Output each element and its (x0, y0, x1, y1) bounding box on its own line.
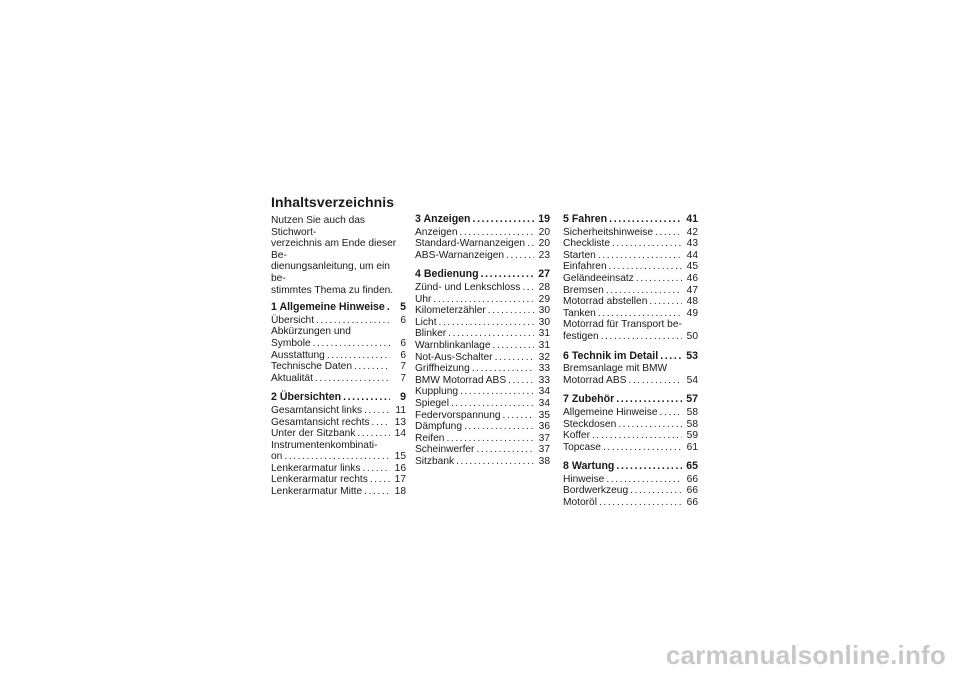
toc-entry-label: Einfahren (563, 261, 607, 273)
toc-entry[interactable] (271, 315, 406, 327)
leader-dots (522, 282, 534, 294)
toc-entry[interactable] (415, 328, 550, 340)
toc-chapter-page: 65 (686, 460, 698, 473)
toc-entry-label: Motorrad ABS (563, 374, 627, 386)
toc-chapter[interactable] (563, 394, 698, 406)
toc-entry[interactable] (271, 474, 406, 486)
leader-dots (370, 474, 390, 486)
toc-entry-page: 7 (400, 372, 406, 384)
toc-column-1 (271, 215, 406, 506)
toc-entry-page: 31 (538, 339, 550, 351)
toc-entry-page: 58 (686, 418, 698, 430)
toc-chapter-page: 53 (686, 349, 698, 362)
toc-entry-page: 11 (395, 404, 406, 416)
intro-text: Nutzen Sie auch das Stichwort- verzeichnis am Ende dieser Be- dienungsanleitung, um ein be- stimmtes Thema zu finden. (271, 215, 397, 296)
toc-entry[interactable] (271, 451, 406, 463)
leader-dots (660, 351, 682, 363)
toc-entry-label: Motoröl (563, 497, 597, 509)
toc-entry-label: Sitzbank (415, 455, 455, 467)
leader-dots (464, 421, 534, 433)
toc-entry[interactable] (415, 227, 550, 239)
toc-chapter[interactable] (271, 302, 406, 314)
toc-entry-page: 50 (686, 330, 698, 342)
toc-entry[interactable] (415, 456, 550, 468)
toc-entry-page: 30 (538, 305, 550, 317)
toc-entry[interactable] (563, 474, 698, 486)
leader-dots (655, 227, 682, 239)
toc-entry-label: Anzeigen (415, 226, 458, 238)
toc-chapter[interactable] (271, 392, 406, 404)
toc-entry-page: 18 (394, 486, 406, 498)
leader-dots (476, 444, 534, 456)
leader-dots (506, 250, 534, 262)
toc-entry[interactable] (415, 340, 550, 352)
leader-dots (315, 373, 390, 385)
toc-entry[interactable] (271, 428, 406, 440)
toc-entry[interactable] (415, 386, 550, 398)
toc-entry[interactable] (563, 407, 698, 419)
leader-dots (598, 308, 682, 320)
leader-dots (473, 214, 534, 226)
toc-chapter-label: 4 Bedienung (415, 268, 479, 281)
toc-entry-page: 15 (394, 451, 406, 463)
toc-entry-page: 42 (686, 226, 698, 238)
toc-section (271, 302, 406, 384)
toc-entry-label: Topcase (563, 441, 601, 453)
leader-dots (606, 474, 682, 486)
toc-column-2 (415, 214, 550, 475)
toc-entry[interactable] (271, 350, 406, 362)
toc-chapter[interactable] (415, 214, 550, 226)
toc-entry-label: Geländeeinsatz (563, 272, 634, 284)
toc-entry[interactable] (563, 497, 698, 509)
toc-entry[interactable] (415, 410, 550, 422)
toc-entry-label: Reifen (415, 432, 445, 444)
toc-entry-page: 29 (538, 293, 550, 305)
leader-dots (343, 392, 390, 404)
toc-section (563, 394, 698, 453)
leader-dots (495, 352, 534, 364)
toc-entry-label: Blinker (415, 328, 447, 340)
toc-entry[interactable] (271, 338, 406, 350)
leader-dots (598, 250, 682, 262)
leader-dots (316, 315, 390, 327)
toc-entry-label: on (271, 451, 283, 463)
toc-entry-page: 7 (400, 361, 406, 373)
leader-dots (354, 361, 390, 373)
toc-entry-label: Übersicht (271, 314, 315, 326)
leader-dots (628, 375, 682, 387)
leader-dots (630, 485, 682, 497)
leader-dots (601, 331, 682, 343)
toc-entry-page: 30 (538, 316, 550, 328)
leader-dots (439, 317, 534, 329)
toc-entry-label: Aktualität (271, 372, 313, 384)
toc-entry-label: Kupplung (415, 386, 459, 398)
toc-entry-page: 58 (686, 406, 698, 418)
toc-entry[interactable] (415, 398, 550, 410)
toc-entry-label: Unter der Sitzbank (271, 428, 356, 440)
toc-entry[interactable] (415, 421, 550, 433)
toc-entry-page: 32 (538, 351, 550, 363)
toc-entry[interactable] (563, 296, 698, 308)
leader-dots (609, 214, 682, 226)
toc-entry-label: Kilometerzähler (415, 305, 486, 317)
leader-dots (493, 340, 534, 352)
toc-entry-label: Scheinwerfer (415, 444, 475, 456)
toc-entry-label: Spiegel (415, 397, 449, 409)
toc-chapter-label: 7 Zubehör (563, 393, 615, 406)
toc-entry[interactable] (415, 294, 550, 306)
toc-entry[interactable] (415, 305, 550, 317)
toc-section (563, 461, 698, 508)
toc-entry-label-line: Abkürzungen und (271, 326, 351, 338)
toc-chapter-label: 3 Anzeigen (415, 213, 471, 225)
toc-entry-page: 49 (686, 307, 698, 319)
toc-entry-label: Zünd- und Lenkschloss (415, 281, 521, 293)
toc-entry[interactable] (415, 317, 550, 329)
toc-entry-label: Gesamtansicht links (271, 404, 363, 416)
toc-entry[interactable] (563, 442, 698, 454)
toc-entry-label: Steckdosen (563, 418, 617, 430)
toc-entry-page: 66 (686, 473, 698, 485)
leader-dots (527, 238, 534, 250)
toc-entry-label-line: Motorrad für Transport be- (563, 319, 682, 331)
toc-chapter-page: 9 (400, 391, 406, 404)
toc-chapter[interactable] (563, 214, 698, 226)
toc-entry[interactable] (415, 433, 550, 445)
leader-dots (606, 285, 682, 297)
toc-entry[interactable] (415, 444, 550, 456)
toc-chapter-page: 5 (400, 301, 406, 314)
toc-entry-page: 37 (538, 444, 550, 456)
leader-dots (503, 410, 534, 422)
toc-entry-label: Koffer (563, 430, 590, 442)
toc-section (563, 214, 698, 343)
toc-entry-label: Lenkerarmatur Mitte (271, 486, 363, 498)
leader-dots (446, 433, 534, 445)
leader-dots (451, 398, 534, 410)
toc-entry[interactable] (415, 238, 550, 250)
toc-chapter[interactable] (415, 269, 550, 281)
toc-section (271, 392, 406, 497)
toc-entry-page: 66 (686, 485, 698, 497)
leader-dots (612, 238, 682, 250)
toc-entry-page: 6 (400, 337, 406, 349)
toc-entry-label: Bremsen (563, 284, 604, 296)
leader-dots (481, 269, 534, 281)
toc-entry[interactable] (563, 250, 698, 262)
toc-entry-page: 20 (538, 238, 550, 250)
toc-entry-label: Starten (563, 249, 596, 261)
leader-dots (433, 294, 534, 306)
toc-entry[interactable] (563, 308, 698, 320)
leader-dots (387, 302, 390, 314)
toc-entry[interactable] (271, 405, 406, 417)
toc-entry[interactable] (271, 361, 406, 373)
toc-entry-page: 23 (538, 249, 550, 261)
leader-dots (284, 451, 390, 463)
toc-entry-page: 35 (538, 409, 550, 421)
leader-dots (448, 328, 534, 340)
leader-dots (660, 407, 682, 419)
leader-dots (599, 497, 682, 509)
toc-entry[interactable] (415, 250, 550, 262)
toc-chapter-page: 41 (686, 213, 698, 225)
toc-entry-label-line: Bremsanlage mit BMW (563, 363, 668, 375)
toc-chapter-page: 27 (538, 268, 550, 281)
toc-entry-label: BMW Motorrad ABS (415, 374, 507, 386)
toc-entry[interactable] (415, 282, 550, 294)
leader-dots (609, 261, 682, 273)
toc-entry-page: 46 (686, 272, 698, 284)
toc-section (415, 214, 550, 261)
toc-entry[interactable] (563, 331, 698, 343)
toc-entry-label: Lenkerarmatur links (271, 462, 361, 474)
toc-chapter-label: 1 Allgemeine Hinweise (271, 301, 385, 314)
toc-entry[interactable] (415, 363, 550, 375)
toc-section (563, 351, 698, 387)
leader-dots (362, 463, 390, 475)
toc-entry-label: Federvorspannung (415, 409, 501, 421)
toc-entry[interactable] (563, 261, 698, 273)
toc-entry[interactable] (563, 227, 698, 239)
toc-chapter[interactable] (563, 351, 698, 363)
page-title: Inhaltsverzeichnis (271, 194, 395, 210)
toc-entry-page: 28 (538, 281, 550, 293)
toc-entry[interactable] (563, 273, 698, 285)
toc-entry[interactable] (563, 430, 698, 442)
toc-entry-page: 48 (686, 296, 698, 308)
toc-entry-label: Uhr (415, 293, 432, 305)
toc-entry[interactable] (563, 485, 698, 497)
toc-entry[interactable] (415, 375, 550, 387)
toc-entry-label: Checkliste (563, 238, 610, 250)
toc-entry-label: Allgemeine Hinweise (563, 406, 658, 418)
toc-entry-page: 6 (400, 314, 406, 326)
toc-entry-label: Bordwerkzeug (563, 485, 629, 497)
toc-entry-label: Ausstattung (271, 349, 325, 361)
toc-entry-page: 66 (686, 497, 698, 509)
toc-chapter-label: 2 Übersichten (271, 391, 342, 404)
toc-entry-label: Licht (415, 316, 437, 328)
leader-dots (460, 386, 534, 398)
toc-entry-label: Hinweise (563, 473, 605, 485)
watermark: carmanualsonline.info (665, 640, 946, 670)
toc-entry-page: 54 (686, 374, 698, 386)
toc-entry-page: 38 (538, 455, 550, 467)
toc-entry-page: 34 (538, 397, 550, 409)
toc-entry-label: festigen (563, 330, 599, 342)
toc-entry[interactable] (563, 375, 698, 387)
toc-entry-page: 17 (394, 474, 406, 486)
toc-entry-label-line: Instrumentenkombinati- (271, 439, 378, 451)
toc-section (415, 269, 550, 467)
toc-entry-label: Motorrad abstellen (563, 296, 648, 308)
toc-entry-label: Sicherheitshinweise (563, 226, 654, 238)
toc-entry-page: 31 (538, 328, 550, 340)
leader-dots (636, 273, 682, 285)
toc-entry-label: Standard-Warnanzeigen (415, 238, 526, 250)
leader-dots (364, 486, 390, 498)
toc-entry-page: 33 (538, 363, 550, 375)
leader-dots (592, 430, 682, 442)
leader-dots (313, 338, 390, 350)
leader-dots (603, 442, 682, 454)
toc-entry-label: Griffheizung (415, 363, 470, 375)
toc-entry-label: Warnblinkanlage (415, 339, 491, 351)
toc-entry[interactable] (271, 486, 406, 498)
toc-entry-label: Technische Daten (271, 361, 352, 373)
toc-entry-page: 43 (686, 238, 698, 250)
toc-entry[interactable] (271, 463, 406, 475)
toc-entry-page: 37 (538, 432, 550, 444)
toc-entry-page: 36 (538, 421, 550, 433)
toc-chapter-label: 8 Wartung (563, 460, 615, 473)
leader-dots (616, 461, 682, 473)
toc-entry-page: 45 (686, 261, 698, 273)
toc-entry-label: Gesamtansicht rechts (271, 416, 370, 428)
leader-dots (488, 305, 534, 317)
leader-dots (327, 350, 390, 362)
toc-column-3 (563, 214, 698, 517)
toc-entry-page: 59 (686, 430, 698, 442)
toc-entry-label: ABS-Warnanzeigen (415, 249, 505, 261)
toc-entry-page: 44 (686, 249, 698, 261)
leader-dots (364, 405, 390, 417)
toc-chapter-label: 6 Technik im Detail (563, 349, 659, 362)
toc-entry[interactable] (271, 417, 406, 429)
toc-entry-page: 6 (400, 349, 406, 361)
toc-entry-page: 34 (538, 386, 550, 398)
leader-dots (508, 375, 534, 387)
leader-dots (472, 363, 534, 375)
toc-entry[interactable] (563, 285, 698, 297)
toc-entry[interactable] (415, 352, 550, 364)
leader-dots (456, 456, 534, 468)
toc-entry-label: Lenkerarmatur rechts (271, 474, 368, 486)
leader-dots (616, 394, 682, 406)
toc-entry-page: 20 (538, 226, 550, 238)
toc-entry-label: Dämpfung (415, 421, 463, 433)
toc-chapter-page: 57 (686, 393, 698, 406)
toc-chapter-page: 19 (538, 213, 550, 225)
toc-chapter-label: 5 Fahren (563, 213, 608, 225)
toc-entry-label: Not-Aus-Schalter (415, 351, 493, 363)
toc-entry-page: 61 (686, 441, 698, 453)
toc-entry-label: Tanken (563, 307, 596, 319)
toc-entry-page: 16 (394, 462, 406, 474)
toc-entry-page: 33 (538, 374, 550, 386)
toc-entry[interactable] (563, 419, 698, 431)
leader-dots (618, 419, 682, 431)
toc-entry-label: Symbole (271, 337, 311, 349)
leader-dots (357, 428, 390, 440)
leader-dots (459, 227, 534, 239)
leader-dots (649, 296, 682, 308)
toc-entry[interactable] (563, 238, 698, 250)
toc-chapter[interactable] (563, 461, 698, 473)
toc-entry[interactable] (271, 373, 406, 385)
toc-entry-page: 47 (686, 284, 698, 296)
leader-dots (372, 417, 390, 429)
toc-entry-page: 13 (394, 416, 406, 428)
toc-entry-page: 14 (394, 428, 406, 440)
